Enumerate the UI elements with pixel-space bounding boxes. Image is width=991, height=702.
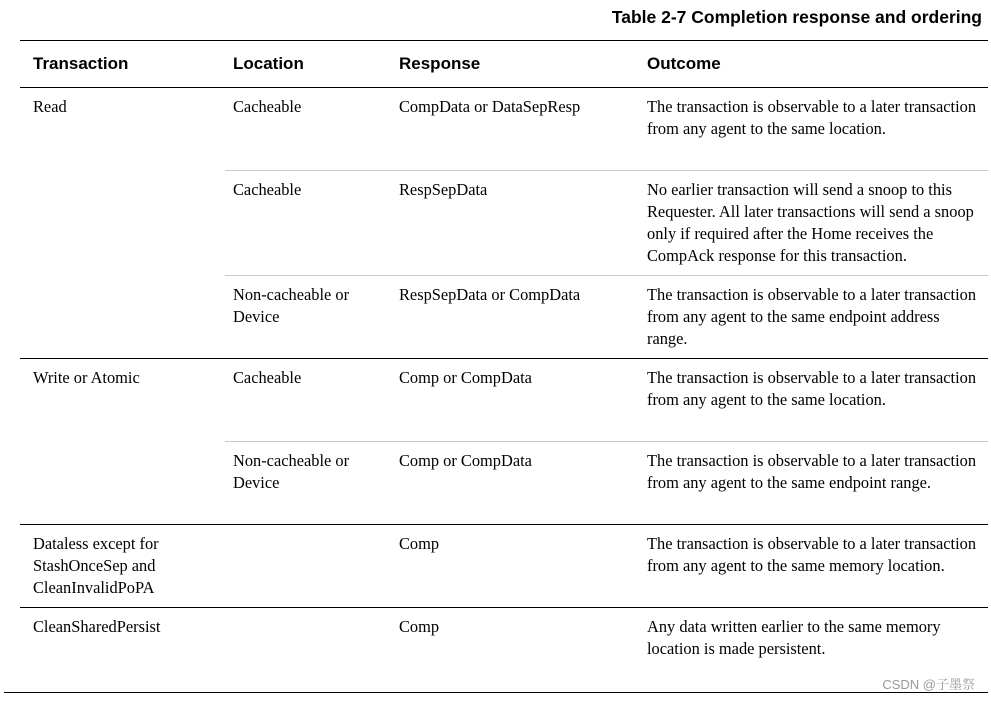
transaction-cell: Read <box>33 97 67 116</box>
table-caption: Table 2-7 Completion response and ordering <box>611 7 982 27</box>
header-outcome: Outcome <box>647 54 721 73</box>
response-cell: RespSepData <box>399 180 488 199</box>
table-row <box>225 525 988 607</box>
transaction-cell: Write or Atomic <box>33 368 140 387</box>
outcome-cell: The transaction is observable to a later transaction from any agent to the same endpoint range. <box>647 451 977 492</box>
table-header-row <box>20 41 988 88</box>
header-location: Location <box>233 54 304 73</box>
location-cell: Non-cacheable or Device <box>233 451 350 492</box>
group-dataless <box>20 525 988 608</box>
outcome-cell: The transaction is observable to a later transaction from any agent to the same memory location. <box>647 534 977 575</box>
response-cell: Comp <box>399 617 440 636</box>
table-row <box>225 608 988 690</box>
completion-response-table <box>20 40 988 690</box>
response-cell: Comp <box>399 534 440 553</box>
outcome-cell: The transaction is observable to a later transaction from any agent to the same endpoint address range. <box>647 285 977 348</box>
transaction-cell: CleanSharedPersist <box>33 617 161 636</box>
response-cell: Comp or CompData <box>399 368 532 387</box>
watermark: CSDN @子墨祭 <box>882 677 975 692</box>
header-transaction: Transaction <box>33 54 129 73</box>
location-cell: Cacheable <box>233 368 302 387</box>
location-cell: Non-cacheable or Device <box>233 285 350 326</box>
group-read <box>20 88 988 359</box>
group-write-or-atomic <box>20 359 988 525</box>
location-cell: Cacheable <box>233 180 302 199</box>
table-row <box>225 170 988 275</box>
response-cell: CompData or DataSepResp <box>399 97 581 116</box>
response-cell: RespSepData or CompData <box>399 285 581 304</box>
transaction-cell: Dataless except for StashOnceSep and CleanInvalidPoPA <box>33 534 159 597</box>
outcome-cell: No earlier transaction will send a snoop to this Requester. All later transactions will send a snoop only if required after the Home receives the CompAck response for this transaction. <box>647 180 974 265</box>
table-row <box>225 441 988 524</box>
table-row <box>225 88 988 170</box>
header-response: Response <box>399 54 481 73</box>
location-cell: Cacheable <box>233 97 302 116</box>
outcome-cell: The transaction is observable to a later transaction from any agent to the same location. <box>647 97 977 138</box>
table-bottom-rule <box>4 692 988 693</box>
group-cleansharedpersist <box>20 608 988 690</box>
table-row <box>225 275 988 358</box>
outcome-cell: The transaction is observable to a later transaction from any agent to the same location. <box>647 368 977 409</box>
outcome-cell: Any data written earlier to the same memory location is made persistent. <box>647 617 941 658</box>
table-row <box>225 359 988 441</box>
response-cell: Comp or CompData <box>399 451 532 470</box>
